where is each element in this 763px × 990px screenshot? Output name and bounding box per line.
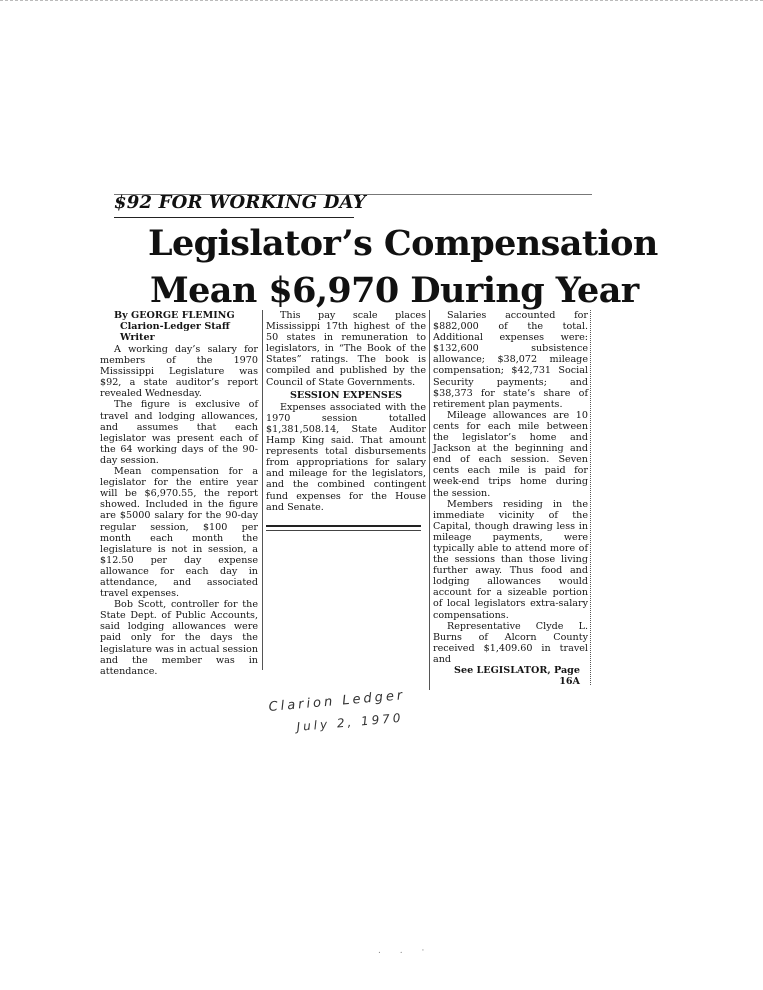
byline-role: Clarion-Ledger Staff Writer <box>120 321 230 343</box>
article-column-2 <box>266 310 426 513</box>
end-rule <box>266 525 421 531</box>
paragraph: Mileage allowances are 10 cents for each mile between the legislator’s home and Jackson at the beginning and end of each session. Seven cents each mile is paid for week-end trips home during the session. <box>433 409 588 499</box>
paragraph: Members residing in the immediate vicinity of the Capital, though drawing less in mileage payments, were typically able to attend more of the sessions than those living further away. Thus food and lodging allowances would account for a sizeable portion of local legislators extra-salary compensations. <box>433 498 588 621</box>
column-rule <box>262 310 263 670</box>
handwritten-date: July 2, 1970 <box>296 710 405 734</box>
paragraph: Mean compensation for a legislator for the entire year will be $6,970.55, the report showed. Included in the figure are $5000 salary for the 90-day regular session, $100 per month each month the legislature is not in session, a $12.50 per day expense allowance for each day in attendance, and associated travel expenses. <box>100 466 258 600</box>
newspaper-clipping <box>100 176 658 696</box>
subhead: SESSION EXPENSES <box>289 389 403 401</box>
scan-edge <box>0 0 763 3</box>
paragraph: Expenses associated with the 1970 session totalled $1,381,508.14, State Auditor Hamp King said. That amount represents total disbursements from appropriations for salary and mileage for the legislators, and the combined contingent fund expenses for the House and Senate. <box>266 401 426 513</box>
handwritten-source: Clarion Ledger <box>268 688 406 715</box>
paragraph: This pay scale places Mississippi 17th highest of the 50 states in remuneration to legislators, in “The Book of the States” ratings. The book is compiled and published by the Council of State Governments. <box>266 310 426 388</box>
article-column-3 <box>433 310 588 687</box>
headline <box>148 220 658 314</box>
paragraph: Salaries accounted for $882,000 of the total. Additional expenses were: $132,600 subsistence allowance; $38,072 mileage compensation; $42,731 Social Security payments; and $38,373 for state’s share of retirement plan payments. <box>433 310 588 410</box>
column-rule <box>429 310 430 690</box>
paragraph: A working day’s salary for members of the 1970 Mississippi Legislature was $92, a state auditor’s report revealed Wednesday. <box>100 344 258 400</box>
jump-line: See LEGISLATOR, Page 16A <box>454 665 580 688</box>
headline-line-1: Legislator’s Compensation <box>148 223 658 264</box>
paragraph: Representative Clyde L. Burns of Alcorn County received $1,409.60 in travel and <box>433 620 588 665</box>
kicker-underline <box>114 217 354 218</box>
scan-marks: . . · <box>378 946 433 956</box>
article-column-1 <box>100 310 258 677</box>
kicker: $92 FOR WORKING DAY <box>114 192 366 213</box>
byline-author: By GEORGE FLEMING <box>114 310 235 321</box>
headline-line-2: Mean $6,970 During Year <box>150 270 639 311</box>
clip-edge <box>590 310 591 685</box>
paragraph: The figure is exclusive of travel and lodging allowances, and assumes that each legislator was present each of the 64 working days of the 90-day session. <box>100 399 258 466</box>
paragraph: Bob Scott, controller for the State Dept. of Public Accounts, said lodging allowances were paid only for the days the legislature was in actual session and the member was in attendance. <box>100 599 258 677</box>
